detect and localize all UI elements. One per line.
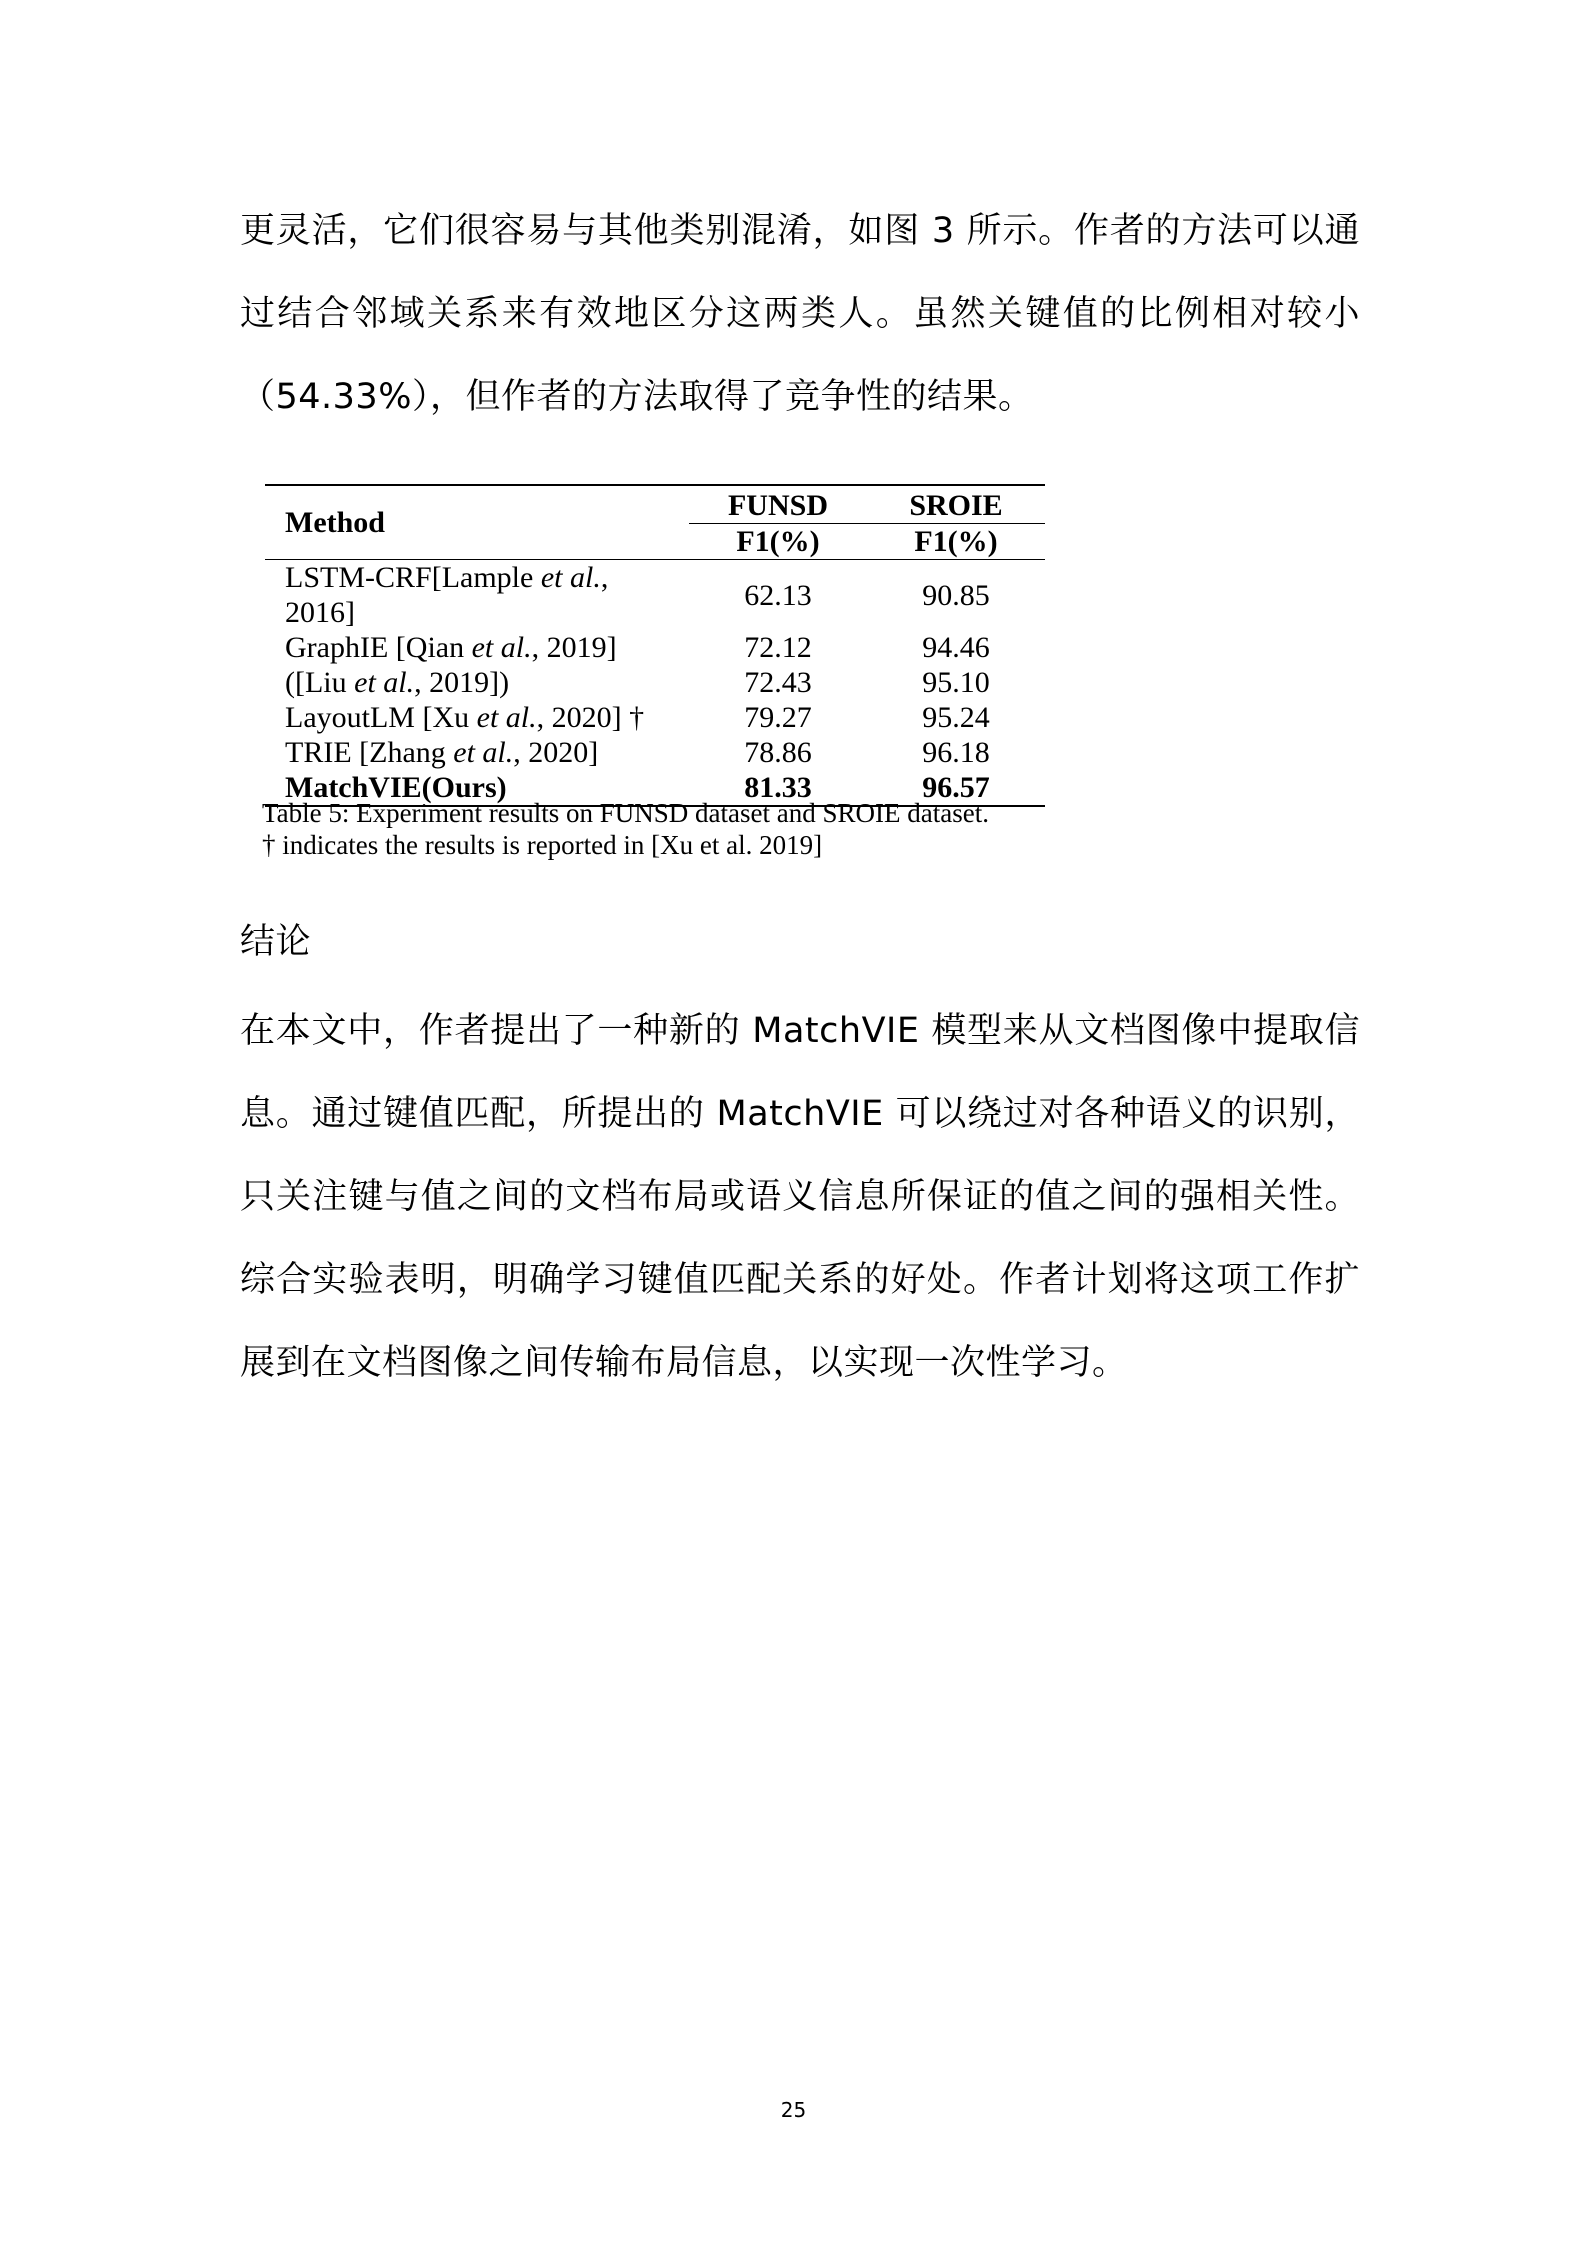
table-row bbox=[265, 630, 1045, 665]
funsd-score: 79.27 bbox=[744, 701, 812, 734]
sroie-header: SROIE bbox=[867, 485, 1045, 524]
page-number: 25 bbox=[780, 2098, 807, 2122]
funsd-header: FUNSD bbox=[689, 485, 867, 524]
sroie-score: 95.24 bbox=[922, 701, 990, 734]
method-name: TRIE [Zhang et al., 2020] bbox=[285, 736, 599, 769]
sroie-metric-header: F1(%) bbox=[867, 524, 1045, 560]
funsd-score: 72.43 bbox=[744, 666, 812, 699]
sroie-score: 96.18 bbox=[922, 736, 990, 769]
table-row bbox=[265, 665, 1045, 700]
method-name: LSTM-CRF[Lample et al., 2016] bbox=[285, 561, 609, 629]
intro-paragraph: 更灵活，它们很容易与其他类别混淆，如图 3 所示。作者的方法可以通过结合邻域关系来有效地区分这两类人。虽然关键值的比例相对较小（54.33%），但作者的方法取得了竞争性的结果。 bbox=[240, 211, 1360, 417]
table-row bbox=[265, 735, 1045, 770]
table-row bbox=[265, 560, 1045, 631]
table-row bbox=[265, 700, 1045, 735]
funsd-metric-header: F1(%) bbox=[689, 524, 867, 560]
funsd-score: 81.33 bbox=[689, 770, 867, 806]
sroie-score: 95.10 bbox=[922, 666, 990, 699]
method-name: MatchVIE(Ours) bbox=[265, 770, 689, 806]
caption-line-2: † indicates the results is reported in [Xu et al. 2019] bbox=[262, 830, 823, 860]
method-header: Method bbox=[265, 485, 689, 560]
conclusion-paragraph: 在本文中，作者提出了一种新的 MatchVIE 模型来从文档图像中提取信息。通过键值匹配，所提出的 MatchVIE 可以绕过对各种语义的识别，只关注键与值之间的文档布局或语义信息所保证的值之间的强相关性。综合实验表明，明确学习键值匹配关系的好处。作者计划将这项工作扩展到在文档图像之间传输布局信息，以实现一次性学习。 bbox=[240, 1011, 1360, 1383]
sroie-score: 96.57 bbox=[867, 770, 1045, 806]
method-name: GraphIE [Qian et al., 2019] bbox=[285, 631, 617, 664]
method-name: ([Liu et al., 2019]) bbox=[285, 666, 510, 699]
funsd-score: 62.13 bbox=[744, 578, 812, 612]
sroie-score: 94.46 bbox=[922, 631, 990, 664]
funsd-score: 78.86 bbox=[744, 736, 812, 769]
sroie-score: 90.85 bbox=[922, 578, 990, 612]
results-table bbox=[265, 484, 1045, 807]
table-caption bbox=[262, 797, 1092, 861]
funsd-score: 72.12 bbox=[744, 631, 812, 664]
caption-line-1: Table 5: Experiment results on FUNSD dataset and SROIE dataset. bbox=[262, 798, 989, 828]
section-heading: 结论 bbox=[240, 922, 312, 962]
method-name: LayoutLM [Xu et al., 2020] † bbox=[285, 701, 645, 734]
